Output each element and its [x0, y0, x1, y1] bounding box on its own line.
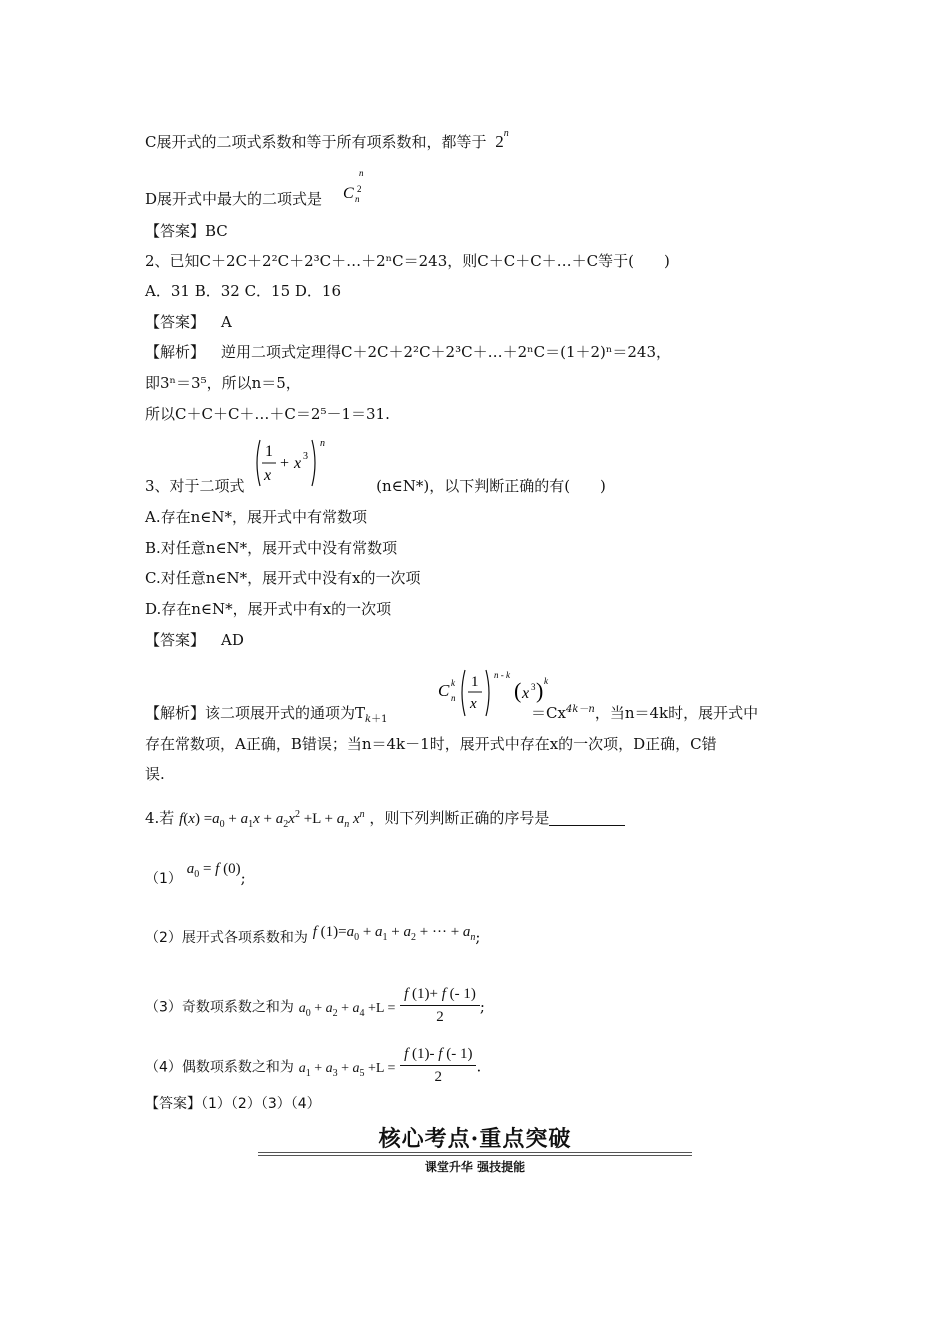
svg-text:n: n [355, 194, 360, 204]
option-c-value: 2$^n$ [495, 128, 509, 151]
section-banner-subtitle: 课堂升华 强技提能 [424, 1160, 526, 1174]
item-1-label: （1） [145, 871, 182, 887]
answer-1: 【答案】BC [145, 222, 228, 240]
option-c-text: C展开式的二项式系数和等于所有项系数和，都等于 [145, 133, 487, 151]
question-4-suffix: ，则下列判断正确的序号是 [369, 809, 550, 827]
item-3-label: （3）奇数项系数之和为 [145, 999, 294, 1016]
question-3-option-c: C.对任意n∈N*，展开式中没有x的一次项 [145, 569, 421, 587]
svg-text:): ) [536, 678, 544, 703]
question-3-suffix: (n∈N*)，以下判断正确的有( ) [376, 477, 606, 495]
svg-text:(: ( [514, 678, 522, 703]
analysis-2-label: 【解析】 [145, 343, 206, 361]
question-4-item-3: （3）奇数项系数之和为 $a_0 + a_2 + a_4 +L$ = $\frac{f (1)+ f (- 1)}{2}$ ; [145, 986, 485, 1025]
analysis-3-line-2: 存在常数项，A正确，B错误；当n＝4k－1时，展开式中存在x的一次项，D正确，C错 [145, 735, 717, 753]
item-2-formula: f $(1)=a_0 + a_1 + a_2$ + ··· + $a_n$ [312, 924, 476, 943]
answer-2 [145, 312, 232, 332]
svg-text:3: 3 [531, 682, 536, 692]
svg-text:+: + [280, 455, 290, 472]
svg-text:x: x [294, 455, 302, 472]
combination-formula-image [341, 165, 371, 205]
svg-text:1: 1 [265, 443, 273, 460]
section-banner-title: 核心考点·重点突破 [378, 1126, 572, 1152]
item-2-label: （2）展开式各项系数和为 [145, 930, 308, 946]
analysis-3-prefix: 【解析】该二项展开式的通项为T [145, 704, 366, 722]
analysis-3-line-3: 误. [145, 765, 165, 783]
svg-text:1: 1 [471, 674, 479, 690]
svg-text:k: k [451, 678, 455, 688]
binomial-expression-image [250, 434, 340, 492]
svg-text:n - k: n - k [494, 670, 510, 680]
answer-3 [145, 630, 244, 650]
item-4-fraction: $\frac{f (1)- f (- 1)}{2}$ [400, 1044, 476, 1087]
question-2-options: A．31 B．32 C．15 D．16 [145, 282, 342, 300]
analysis-2 [145, 342, 671, 362]
question-4-prefix: 4.若 [145, 809, 175, 827]
item-3-formula: $a_0 + a_2 + a_4 +L$ = [298, 1000, 396, 1019]
question-4-item-1: （1） $a_0 = f$ (0); [145, 861, 246, 887]
answer-2-label: 【答案】 [145, 313, 206, 331]
svg-text:C: C [343, 185, 354, 202]
question-4-item-2: （2）展开式各项系数和为 f $(1)=a_0 + a_1 + a_2$ + ··· + $a_n$; [145, 924, 481, 946]
analysis-3: 【解析】该二项展开式的通项为$T_{k+1} =Cx^{4k-n}$，当n＝4k时，展开式中 [145, 704, 759, 725]
question-3 [145, 476, 606, 496]
analysis-3-suffix: ，当n＝4k时，展开式中 [594, 704, 759, 722]
svg-text:3: 3 [303, 451, 308, 462]
question-3-option-a: A.存在n∈N*，展开式中有常数项 [145, 508, 367, 526]
svg-text:2: 2 [357, 184, 362, 194]
svg-text:n: n [359, 168, 364, 178]
question-3-option-d: D.存在n∈N*，展开式中有x的一次项 [145, 600, 392, 618]
answer-3-value: AD [221, 631, 244, 649]
svg-text:n: n [451, 693, 456, 703]
analysis-3-mid: ＝Cx [531, 704, 566, 722]
item-4-label: （4）偶数项系数之和为 [145, 1059, 294, 1076]
option-d-text: D展开式中最大的二项式是 [145, 190, 323, 208]
svg-text:k: k [544, 676, 548, 686]
item-4-formula: $a_1 + a_3 + a_5 +L$ = [298, 1060, 396, 1079]
svg-text:x: x [522, 685, 530, 702]
option-c-line [145, 128, 509, 152]
svg-text:n: n [320, 438, 325, 449]
question-4 [145, 808, 625, 829]
svg-text:x: x [264, 467, 272, 484]
svg-text:C: C [438, 681, 450, 700]
question-4-item-4: （4）偶数项系数之和为 $a_1 + a_3 + a_5 +L$ = $\frac{f (1)- f (- 1)}{2}$ . [145, 1046, 482, 1085]
answer-blank [549, 809, 625, 826]
answer-4: 【答案】（1）（2）（3）（4） [145, 1096, 321, 1112]
question-2: 2、已知C＋2C＋2²C＋2³C＋…＋2ⁿC＝243，则C＋C＋C＋…＋C等于( ) [145, 252, 670, 270]
item-1-formula: $a_0 = f$ (0) [186, 861, 241, 880]
svg-text:x: x [470, 696, 477, 712]
question-4-function: $f(x) =a_0 + a_1x + a_2x^2 +L + a_n$ $x^n$ [179, 809, 365, 830]
analysis-2-text: 逆用二项式定理得C＋2C＋2²C＋2³C＋…＋2ⁿC＝(1＋2)ⁿ＝243， [221, 343, 672, 361]
banner-rule-top [258, 1152, 692, 1153]
answer-2-value: A [221, 313, 232, 331]
option-d-line [145, 168, 364, 209]
analysis-2-line-3: 所以C＋C＋C＋…＋C＝2⁵－1＝31. [145, 405, 390, 423]
question-3-prefix: 3、对于二项式 [145, 477, 245, 495]
question-3-option-b: B.对任意n∈N*，展开式中没有常数项 [145, 539, 398, 557]
banner-rule-bottom [258, 1155, 692, 1156]
item-3-fraction: $\frac{f (1)+ f (- 1)}{2}$ [400, 984, 480, 1027]
analysis-2-line-2: 即3ⁿ＝3⁵，所以n＝5， [145, 374, 301, 392]
answer-3-label: 【答案】 [145, 631, 206, 649]
